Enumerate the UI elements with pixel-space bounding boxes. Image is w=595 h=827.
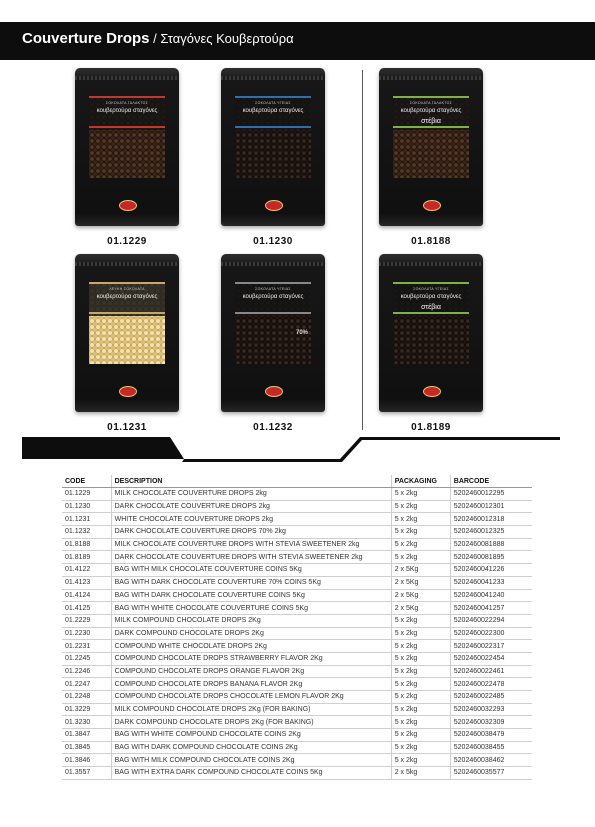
product-label-main: κουβερτούρα σταγόνες (242, 294, 304, 300)
cell-code: 01.1232 (62, 526, 111, 539)
cell-description: BAG WITH DARK CHOCOLATE COUVERTURE 70% COINS 5Kg (111, 576, 391, 589)
brand-logo-icon (423, 386, 441, 397)
cell-code: 01.2230 (62, 627, 111, 640)
cell-description: BAG WITH WHITE CHOCOLATE COUVERTURE COINS 5Kg (111, 602, 391, 615)
label-accent-stripe (393, 96, 469, 98)
product-card (218, 254, 328, 433)
cell-description: COMPOUND CHOCOLATE DROPS CHOCOLATE LEMON FLAVOR 2Kg (111, 691, 391, 704)
page-title-greek: / Σταγόνες Κουβερτούρα (149, 31, 294, 46)
cell-barcode: 5202460022461 (450, 665, 532, 678)
product-bag-image (379, 68, 483, 226)
product-window (393, 282, 469, 364)
table-row (62, 741, 532, 754)
label-accent-stripe (393, 282, 469, 284)
product-code: 01.1231 (107, 422, 147, 433)
cell-packaging: 5 x 2kg (391, 513, 450, 526)
brand-logo-icon (119, 200, 137, 211)
header-description: DESCRIPTION (111, 475, 391, 488)
cell-packaging: 5 x 2kg (391, 729, 450, 742)
cell-packaging: 5 x 2kg (391, 526, 450, 539)
product-window (89, 96, 165, 178)
table-row (62, 627, 532, 640)
product-card (72, 68, 182, 247)
cell-code: 01.3230 (62, 716, 111, 729)
cell-barcode: 5202460032309 (450, 716, 532, 729)
cell-barcode: 5202460022454 (450, 652, 532, 665)
product-label-main: κουβερτούρα σταγόνες (400, 108, 462, 114)
product-bag-image (221, 68, 325, 226)
cell-description: DARK CHOCOLATE COUVERTURE DROPS 70% 2kg (111, 526, 391, 539)
label-accent-stripe (235, 96, 311, 98)
cell-barcode: 5202460032293 (450, 703, 532, 716)
cell-packaging: 5 x 2kg (391, 716, 450, 729)
table-row (62, 551, 532, 564)
cell-code: 01.4124 (62, 589, 111, 602)
label-accent-band (393, 126, 469, 128)
cell-packaging: 5 x 2kg (391, 754, 450, 767)
cell-description: BAG WITH MILK COMPOUND CHOCOLATE COINS 2Kg (111, 754, 391, 767)
cell-code: 01.1229 (62, 488, 111, 501)
product-window (235, 282, 311, 364)
cell-barcode: 5202460012295 (450, 488, 532, 501)
label-accent-stripe (235, 282, 311, 284)
table-row (62, 652, 532, 665)
table-row (62, 703, 532, 716)
cell-code: 01.2231 (62, 640, 111, 653)
cell-barcode: 5202460022485 (450, 691, 532, 704)
page-header (0, 22, 595, 60)
cell-description: MILK CHOCOLATE COUVERTURE DROPS 2kg (111, 488, 391, 501)
cell-packaging: 5 x 2kg (391, 691, 450, 704)
cell-code: 01.2229 (62, 614, 111, 627)
cell-code: 01.4125 (62, 602, 111, 615)
product-label-top: ΣΟΚΟΛΑΤΑ ΥΓΕΙΑΣ (255, 101, 291, 105)
table-row (62, 767, 532, 780)
product-code: 01.1229 (107, 236, 147, 247)
cell-packaging: 5 x 2kg (391, 665, 450, 678)
product-label-stevia: στέβια (421, 118, 441, 125)
cell-barcode: 5202460041233 (450, 576, 532, 589)
cell-packaging: 5 x 2kg (391, 627, 450, 640)
cell-packaging: 5 x 2kg (391, 488, 450, 501)
product-label-main: κουβερτούρα σταγόνες (400, 294, 462, 300)
cell-code: 01.8189 (62, 551, 111, 564)
cell-description: BAG WITH DARK COMPOUND CHOCOLATE COINS 2Kg (111, 741, 391, 754)
cell-description: COMPOUND CHOCOLATE DROPS ORANGE FLAVOR 2Kg (111, 665, 391, 678)
product-bag-image (75, 68, 179, 226)
cell-code: 01.8188 (62, 538, 111, 551)
brand-logo-icon (119, 386, 137, 397)
label-accent-band (89, 126, 165, 128)
cell-description: WHITE CHOCOLATE COUVERTURE DROPS 2kg (111, 513, 391, 526)
cell-code: 01.2246 (62, 665, 111, 678)
cell-code: 01.3846 (62, 754, 111, 767)
table-row (62, 614, 532, 627)
brand-logo-icon (423, 200, 441, 211)
product-label-top: ΣΟΚΟΛΑΤΑ ΥΓΕΙΑΣ (255, 287, 291, 291)
product-code: 01.1230 (253, 236, 293, 247)
cell-description: DARK CHOCOLATE COUVERTURE DROPS WITH STEVIA SWEETENER 2kg (111, 551, 391, 564)
cell-code: 01.2245 (62, 652, 111, 665)
cell-packaging: 2 x 5Kg (391, 589, 450, 602)
cell-description: COMPOUND WHITE CHOCOLATE DROPS 2Kg (111, 640, 391, 653)
brand-logo-icon (265, 200, 283, 211)
cell-description: COMPOUND CHOCOLATE DROPS BANANA FLAVOR 2Kg (111, 678, 391, 691)
label-accent-band (235, 126, 311, 128)
cell-barcode: 5202460038462 (450, 754, 532, 767)
cell-code: 01.2247 (62, 678, 111, 691)
product-label-main: κουβερτούρα σταγόνες (96, 108, 158, 114)
product-code: 01.1232 (253, 422, 293, 433)
cell-packaging: 5 x 2kg (391, 678, 450, 691)
cell-code: 01.4122 (62, 564, 111, 577)
table-row (62, 640, 532, 653)
table-header-row (62, 475, 532, 488)
cell-barcode: 5202460038455 (450, 741, 532, 754)
cell-packaging: 2 x 5Kg (391, 576, 450, 589)
table-row (62, 564, 532, 577)
page-title-english: Couverture Drops (22, 30, 150, 47)
cell-description: COMPOUND CHOCOLATE DROPS STRAWBERRY FLAVOR 2Kg (111, 652, 391, 665)
cell-barcode: 5202460041240 (450, 589, 532, 602)
cell-code: 01.1231 (62, 513, 111, 526)
cell-description: BAG WITH DARK CHOCOLATE COUVERTURE COINS 5Kg (111, 589, 391, 602)
product-label-main: κουβερτούρα σταγόνες (96, 294, 158, 300)
cell-code: 01.3847 (62, 729, 111, 742)
table-row (62, 691, 532, 704)
cell-code: 01.3229 (62, 703, 111, 716)
label-accent-stripe (89, 282, 165, 284)
product-bag-image (379, 254, 483, 412)
cell-barcode: 5202460012301 (450, 500, 532, 513)
product-card (376, 68, 486, 247)
label-accent-band (89, 312, 165, 314)
cell-barcode: 5202460041226 (450, 564, 532, 577)
cell-code: 01.3557 (62, 767, 111, 780)
header-code: CODE (62, 475, 111, 488)
cell-packaging: 5 x 2kg (391, 652, 450, 665)
cell-code: 01.2248 (62, 691, 111, 704)
product-window (89, 282, 165, 364)
product-table (62, 475, 532, 780)
label-accent-band (235, 312, 311, 314)
cell-description: DARK CHOCOLATE COUVERTURE DROPS 2kg (111, 500, 391, 513)
label-accent-stripe (89, 96, 165, 98)
cell-code: 01.4123 (62, 576, 111, 589)
cell-description: BAG WITH EXTRA DARK COMPOUND CHOCOLATE COINS 5Kg (111, 767, 391, 780)
table-row (62, 513, 532, 526)
table-row (62, 488, 532, 501)
product-card (218, 68, 328, 247)
table-row (62, 589, 532, 602)
table-row (62, 500, 532, 513)
cell-barcode: 5202460035577 (450, 767, 532, 780)
cell-packaging: 5 x 2kg (391, 538, 450, 551)
table-row (62, 538, 532, 551)
cell-barcode: 5202460012325 (450, 526, 532, 539)
product-label-top: ΣΟΚΟΛΑΤΑ ΓΑΛΑΚΤΟΣ (409, 101, 453, 105)
cell-barcode: 5202460022294 (450, 614, 532, 627)
table-row (62, 526, 532, 539)
gallery-divider (362, 70, 363, 430)
cell-packaging: 2 x 5Kg (391, 564, 450, 577)
product-code: 01.8189 (411, 422, 451, 433)
brand-logo-icon (265, 386, 283, 397)
cell-packaging: 2 x 5Kg (391, 602, 450, 615)
cell-barcode: 5202460012318 (450, 513, 532, 526)
header-barcode: BARCODE (450, 475, 532, 488)
cell-barcode: 5202460038479 (450, 729, 532, 742)
table-row (62, 665, 532, 678)
product-bag-image (221, 254, 325, 412)
cell-description: BAG WITH WHITE COMPOUND CHOCOLATE COINS 2Kg (111, 729, 391, 742)
section-divider-bar (0, 434, 595, 462)
cell-packaging: 2 x 5kg (391, 767, 450, 780)
cell-description: MILK COMPOUND CHOCOLATE DROPS 2Kg (FOR BAKING) (111, 703, 391, 716)
cell-packaging: 5 x 2kg (391, 500, 450, 513)
header-packaging: PACKAGING (391, 475, 450, 488)
product-code: 01.8188 (411, 236, 451, 247)
cell-packaging: 5 x 2kg (391, 614, 450, 627)
table-row (62, 754, 532, 767)
cell-description: DARK COMPOUND CHOCOLATE DROPS 2Kg (FOR BAKING) (111, 716, 391, 729)
product-label-percentage: 70% (295, 330, 308, 336)
product-card (376, 254, 486, 433)
table-row (62, 716, 532, 729)
label-accent-band (393, 312, 469, 314)
cell-packaging: 5 x 2kg (391, 640, 450, 653)
table-row (62, 729, 532, 742)
cell-barcode: 5202460022317 (450, 640, 532, 653)
cell-description: BAG WITH MILK CHOCOLATE COUVERTURE COINS 5Kg (111, 564, 391, 577)
product-label-top: ΣΟΚΟΛΑΤΑ ΓΑΛΑΚΤΟΣ (105, 101, 149, 105)
cell-code: 01.3845 (62, 741, 111, 754)
cell-barcode: 5202460022478 (450, 678, 532, 691)
cell-barcode: 5202460081895 (450, 551, 532, 564)
cell-barcode: 5202460022300 (450, 627, 532, 640)
cell-description: MILK CHOCOLATE COUVERTURE DROPS WITH STEVIA SWEETENER 2kg (111, 538, 391, 551)
product-window (235, 96, 311, 178)
product-bag-image (75, 254, 179, 412)
cell-packaging: 5 x 2kg (391, 741, 450, 754)
cell-packaging: 5 x 2kg (391, 703, 450, 716)
product-label-main: κουβερτούρα σταγόνες (242, 108, 304, 114)
product-label-top: ΛΕΥΚΗ ΣΟΚΟΛΑΤΑ (109, 287, 145, 291)
cell-packaging: 5 x 2kg (391, 551, 450, 564)
product-window (393, 96, 469, 178)
product-label-stevia: στέβια (421, 304, 441, 311)
cell-code: 01.1230 (62, 500, 111, 513)
cell-barcode: 5202460041257 (450, 602, 532, 615)
product-label-top: ΣΟΚΟΛΑΤΑ ΥΓΕΙΑΣ (413, 287, 449, 291)
table-row (62, 576, 532, 589)
table-row (62, 678, 532, 691)
cell-barcode: 5202460081888 (450, 538, 532, 551)
page-title (22, 30, 294, 47)
cell-description: MILK COMPOUND CHOCOLATE DROPS 2Kg (111, 614, 391, 627)
table-row (62, 602, 532, 615)
product-card (72, 254, 182, 433)
cell-description: DARK COMPOUND CHOCOLATE DROPS 2Kg (111, 627, 391, 640)
